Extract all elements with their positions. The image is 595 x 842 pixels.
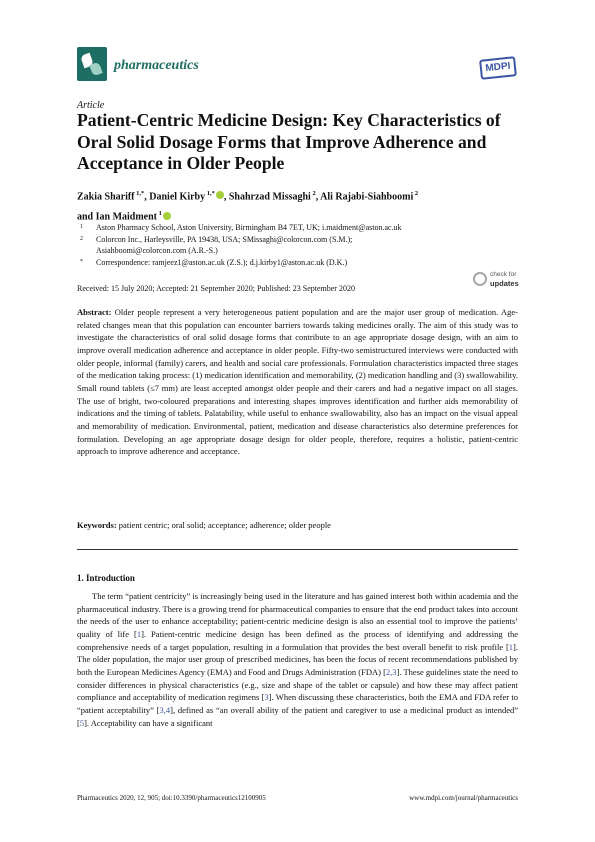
section-heading: 1. Introduction — [77, 573, 135, 583]
reference-link[interactable]: 3 — [264, 692, 269, 703]
check-updates-icon — [473, 272, 487, 286]
author-affiliation-marker: 1,* — [134, 190, 145, 197]
footer-citation: Pharmaceutics 2020, 12, 905; doi:10.3390/pharmaceutics12100905 — [77, 794, 266, 802]
author-name: Zakia Shariff — [77, 191, 135, 203]
mdpi-logo-icon[interactable]: MDPI — [479, 56, 517, 80]
affiliation-number: 1 — [80, 224, 83, 230]
keywords — [77, 520, 518, 530]
affiliation-row — [77, 222, 522, 234]
abstract — [77, 306, 518, 458]
affiliation-text: Aston Pharmacy School, Aston University, Birmingham B4 7ET, UK; i.maidment@aston.ac.uk — [96, 223, 402, 232]
author-affiliation-marker: 1 — [157, 210, 162, 218]
author-list: Zakia Shariff $^{1,*}$, Daniel Kirby $^{1,*}$ , Shahrzad Missaghi $^2$, Ali Rajabi-Siahboomi $^2$ and Ian Maidment $^1$ — [77, 190, 419, 223]
check-for-updates-badge[interactable]: check for updates — [473, 270, 521, 290]
journal-logo-icon — [77, 47, 107, 81]
author-name: Shahrzad Missaghi — [228, 191, 311, 203]
affiliation-number — [77, 245, 96, 257]
article-type: Article — [77, 100, 105, 111]
keywords-label: Keywords: — [77, 520, 117, 530]
divider — [77, 549, 518, 550]
keywords-text: patient centric; oral solid; acceptance; adherence; older people — [118, 520, 331, 530]
reference-link[interactable]: 2,3 — [385, 666, 397, 677]
author-affiliation-marker: 2 — [413, 190, 419, 197]
author-affiliation-marker: 1,* — [205, 190, 215, 197]
affiliation-text: Asiahboomi@colorcon.com (A.R.-S.) — [96, 246, 218, 255]
affiliations — [77, 222, 522, 268]
author-name: Ali Rajabi-Siahboomi — [320, 191, 414, 203]
introduction-text: The term “patient centricity” is increasingly being used in the literature and has gained interest both within academia and the pharmaceutical industry. There is a growing trend for pharmaceutical companies to ensure that the end product takes into account the needs of the user to enhance acceptability; patient-centric medicine design is also an essential tool to improve the patients’ quality of life [1]. Patient-centric medicine design has been defined as the process of identifying and addressing the comprehensive needs of a target population, resulting in a formulation that provides the best overall benefit to risk profile [1]. The older population, the major user group of prescribed medicines, has been the focus of recent recommendations published by both the European Medicines Agency (EMA) and Food and Drugs Administration (FDA) [2,3]. These guidelines state the need to consider differences in physical characteristics (e.g., size and shape of the tablet or capsule) and how these may affect patient compliance and acceptability of medication regimens [3]. When discussing these characteristics, both the EMA and FDA refer to “patient acceptability” [3,4], defined as “an overall ability of the patient and caregiver to use a medicinal product as intended” [5]. Acceptability can have a significant — [77, 591, 518, 728]
author-name: and Ian Maidment — [77, 211, 158, 223]
footer-url[interactable]: www.mdpi.com/journal/pharmaceutics — [409, 794, 518, 802]
author-affiliation-marker: 2 — [310, 190, 316, 197]
abstract-label: Abstract: — [77, 307, 112, 317]
page-footer — [77, 794, 518, 802]
affiliation-text: Correspondence: ramjeez1@aston.ac.uk (Z.S.); d.j.kirby1@aston.ac.uk (D.K.) — [96, 257, 348, 267]
reference-link[interactable]: 1 — [136, 628, 142, 639]
affiliation-number: * — [80, 258, 83, 265]
affiliation-text: Colorcon Inc., Harleysville, PA 19438, USA; SMissaghi@colorcon.com (S.M.); — [96, 234, 353, 244]
publication-dates: Received: 15 July 2020; Accepted: 21 September 2020; Published: 23 September 2020 — [77, 284, 355, 293]
orcid-icon[interactable] — [216, 191, 224, 199]
affiliation-row — [77, 245, 522, 257]
affiliation-row — [77, 257, 522, 269]
abstract-text: Older people represent a very heterogeneous patient population and are the major user group of medication. Age-related changes mean that this population can encounter barriers towards taking medicines orally. The aim of this study was to investigate the characteristics of oral solid dosage forms that contribute to an age appropriate dosage design, with an aim to improve overall medication adherence and acceptance in older people. Fifty-two semistructured interviews were conducted with older people, informal (family) carers, and health and social care professionals. Formulation characteristics impacted three stages of the medication taking process: (1) medication identification and memorability, (2) medication handling and (3) swallowability. Small round tablets (≤7 mm) are least accepted amongst older people and their carers and had a negative impact on all stages. The use of bright, two-coloured preparations and interesting shapes improves identification and further aids memorability of indications and the timing of tablets. Palatability, while useful to enhance swallowability, also has an impact on the visual appeal and memorability of medication. Environmental, patient, medication and disease characteristics also determine preferences for formulation. Developing an age appropriate dosage design for older people, therefore, requires a holistic, patient-centric approach to improve adherence and acceptance. — [77, 307, 519, 457]
affiliation-number: 2 — [80, 235, 83, 242]
author-name: Daniel Kirby — [149, 191, 206, 203]
reference-link[interactable]: 3,4 — [159, 704, 171, 715]
article-title: Patient-Centric Medicine Design: Key Characteristics of Oral Solid Dosage Forms that Improve Adherence and Acceptance in Older People — [77, 110, 501, 173]
orcid-icon[interactable] — [163, 212, 171, 220]
affiliation-row — [77, 234, 522, 246]
reference-link[interactable]: 1 — [508, 641, 514, 652]
journal-name: pharmaceutics — [114, 58, 199, 73]
reference-link[interactable]: 5 — [79, 717, 85, 728]
